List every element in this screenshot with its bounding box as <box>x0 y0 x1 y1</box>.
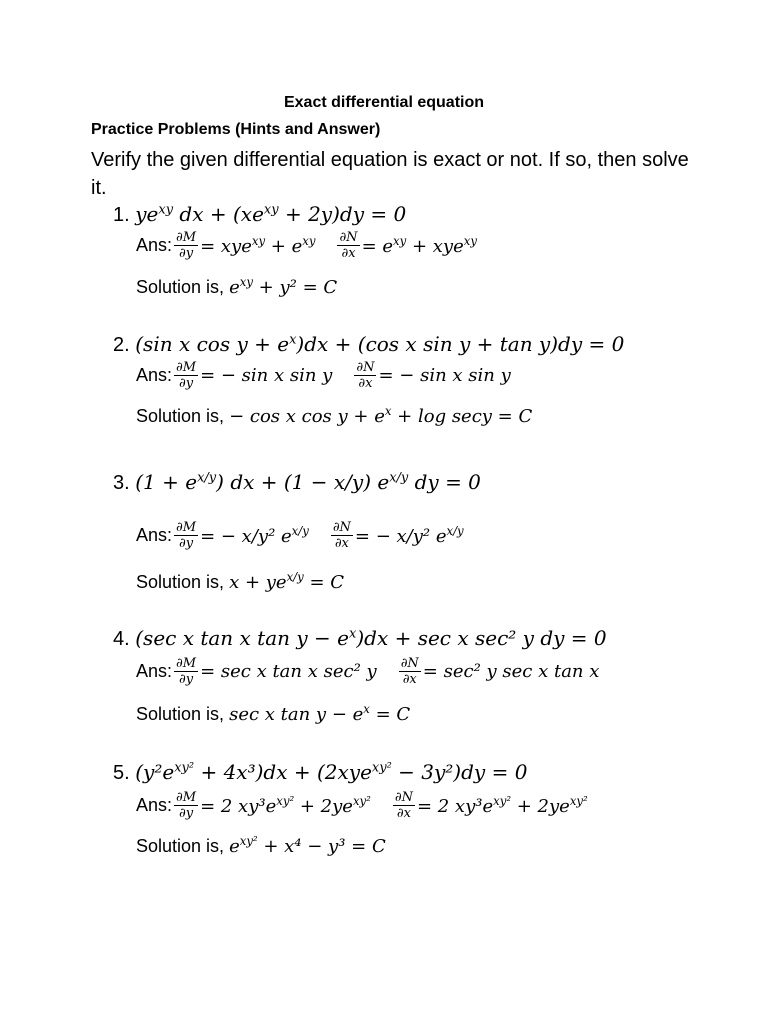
dm-dy-fraction <box>174 230 198 261</box>
dm-dy-denominator: ∂y <box>179 376 194 391</box>
dn-dx-denominator: ∂x <box>396 806 411 821</box>
answer-row <box>136 360 511 391</box>
dn-dx-denominator: ∂x <box>341 246 356 261</box>
solution-row <box>136 404 532 427</box>
solution-label: Solution is, <box>136 704 225 724</box>
dn-dx-value: = 2 $xy^3e^{xy^2} + 2ye^{xy^2}$ <box>416 794 588 817</box>
dm-dy-fraction <box>174 360 198 391</box>
dn-dx-numerator: ∂N <box>400 656 419 671</box>
problem-number: 4. <box>113 628 130 650</box>
answer-label: Ans: <box>136 365 173 385</box>
solution-value: $e^{xy^2} + x^4 - y^3 = C$ <box>229 834 386 857</box>
dn-dx-fraction <box>337 230 359 261</box>
dm-dy-denominator: ∂y <box>179 246 194 261</box>
dm-dy-value: = − sin x sin y <box>200 365 333 386</box>
answer-label: Ans: <box>136 525 173 545</box>
solution-value: $e^{xy} + y^2 = C$ <box>229 275 338 298</box>
dn-dx-value: = − sin x sin y <box>378 365 511 386</box>
equation-text: $ye^{xy}$ dx + $(xe^{xy} + 2y)dy = 0$ <box>135 202 407 226</box>
answer-label: Ans: <box>136 795 173 815</box>
dn-dx-denominator: ∂x <box>402 672 417 687</box>
answer-row <box>136 230 477 261</box>
answer-row <box>136 790 588 821</box>
problem-number: 2. <box>113 334 130 356</box>
solution-row <box>136 570 344 593</box>
equation-text: (sec x tan x $\tan y - e^x)dx + \sec x$ sec² y dy = 0 <box>135 626 607 650</box>
dm-dy-value: = sec x tan x sec² y <box>200 661 377 682</box>
solution-row <box>136 275 337 298</box>
dm-dy-fraction <box>174 656 198 687</box>
dn-dx-fraction <box>331 520 353 551</box>
problem-equation <box>113 470 481 495</box>
solution-value: $x + ye^{x/y} = C$ <box>229 570 345 593</box>
dm-dy-numerator: ∂M <box>176 230 197 245</box>
dn-dx-fraction <box>354 360 376 391</box>
solution-row <box>136 702 410 725</box>
dn-dx-value: = $e^{xy} + xye^{xy}$ <box>361 234 477 257</box>
page-subtitle: Practice Problems (Hints and Answer) <box>91 121 381 138</box>
problem-equation <box>113 626 607 651</box>
problem-equation <box>113 202 406 227</box>
problem-equation <box>113 332 624 357</box>
dn-dx-numerator: ∂N <box>356 360 375 375</box>
problem-number: 1. <box>113 204 130 226</box>
solution-label: Solution is, <box>136 836 225 856</box>
answer-row <box>136 520 464 551</box>
equation-text: (sin x $\cos y + e^x)dx + (\cos$ x sin y + tan y)dy = 0 <box>135 332 625 356</box>
dm-dy-numerator: ∂M <box>176 656 197 671</box>
dn-dx-denominator: ∂x <box>358 376 373 391</box>
solution-row <box>136 834 386 857</box>
dn-dx-fraction <box>393 790 415 821</box>
dm-dy-numerator: ∂M <box>176 520 197 535</box>
dm-dy-fraction <box>174 520 198 551</box>
solution-label: Solution is, <box>136 277 225 297</box>
dn-dx-numerator: ∂N <box>339 230 358 245</box>
answer-row <box>136 656 599 687</box>
dn-dx-denominator: ∂x <box>334 536 349 551</box>
problem-number: 3. <box>113 472 130 494</box>
equation-text: $(1 + e^{x/y})$ dx + (1 − x/y) $e^{x/y}$ dy = 0 <box>135 470 481 494</box>
problem-equation <box>113 760 527 785</box>
dn-dx-numerator: ∂N <box>394 790 413 805</box>
dm-dy-value: = − x/y² $e^{x/y}$ <box>200 524 309 547</box>
solution-value: sec x $\tan y - e^x = C$ <box>229 702 411 725</box>
answer-label: Ans: <box>136 661 173 681</box>
dn-dx-fraction <box>399 656 421 687</box>
dm-dy-numerator: ∂M <box>176 360 197 375</box>
dm-dy-denominator: ∂y <box>179 536 194 551</box>
dm-dy-denominator: ∂y <box>179 672 194 687</box>
dm-dy-numerator: ∂M <box>176 790 197 805</box>
page-title: Exact differential equation <box>283 94 485 111</box>
problem-number: 5. <box>113 762 130 784</box>
dn-dx-numerator: ∂N <box>332 520 351 535</box>
dn-dx-value: = − x/y² $e^{x/y}$ <box>354 524 464 547</box>
solution-label: Solution is, <box>136 572 225 592</box>
dm-dy-value: = $xye^{xy} + e^{xy}$ <box>200 234 316 257</box>
dn-dx-value: = sec² y sec x tan x <box>422 661 600 682</box>
instruction-text: Verify the given differential equation is exact or not. If so, then solve it. <box>91 149 689 199</box>
solution-value: − cos x $\cos y + e^x + \log \sec y = C$ <box>229 404 533 427</box>
dm-dy-denominator: ∂y <box>179 806 194 821</box>
answer-label: Ans: <box>136 235 173 255</box>
dm-dy-value: = 2 $xy^3e^{xy^2} + 2ye^{xy^2}$ <box>200 794 371 817</box>
equation-text: $(y^2e^{xy^2} + 4x^3)dx + (2xye^{xy^2} - 3y^2)dy = 0$ <box>135 760 528 784</box>
dm-dy-fraction <box>174 790 198 821</box>
solution-label: Solution is, <box>136 406 225 426</box>
